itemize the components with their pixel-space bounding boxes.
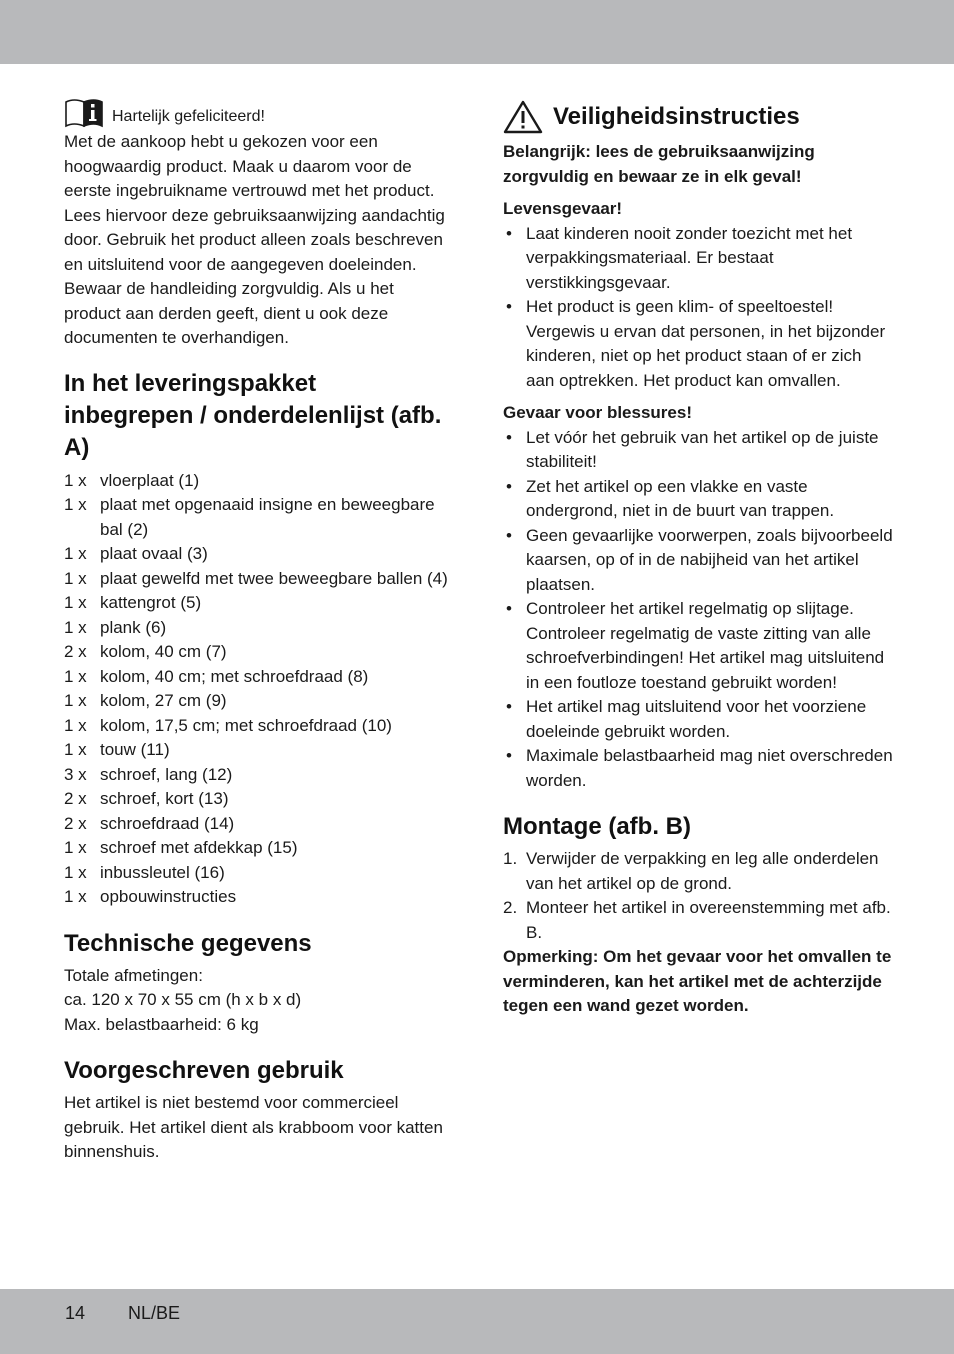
part-description: schroef, lang (12) xyxy=(100,764,233,784)
part-description: vloerplaat (1) xyxy=(100,470,200,490)
parts-list-item xyxy=(64,885,448,910)
part-quantity: 1 x xyxy=(64,862,87,882)
right-column xyxy=(503,96,893,1019)
technical-line: ca. 120 x 70 x 55 cm (h x b x d) xyxy=(64,990,302,1009)
parts-list-item xyxy=(64,738,448,763)
part-description: inbussleutel (16) xyxy=(100,862,225,882)
locale-label: NL/BE xyxy=(128,1303,181,1323)
parts-list-item xyxy=(64,861,448,886)
delivery-heading: In het leveringspakket inbegrepen / onderdelenlijst (afb. A) xyxy=(64,369,442,461)
parts-list-item xyxy=(64,567,448,592)
assembly-step xyxy=(503,847,893,896)
step-number: 2. xyxy=(503,898,518,917)
assembly-note: Opmerking: Om het gevaar voor het omvallen te verminderen, kan het artikel met de achterzijde tegen een wand gezet worden. xyxy=(503,947,892,1015)
part-quantity: 2 x xyxy=(64,789,87,808)
part-description: kolom, 40 cm; met schroefdraad (8) xyxy=(100,666,369,686)
safety-heading: Veiligheidsinstructies xyxy=(553,103,800,130)
part-quantity: 1 x xyxy=(64,617,87,637)
injury-item: • Het artikel mag uitsluitend voor het voorziene doeleinde gebruikt worden. xyxy=(503,695,893,744)
part-quantity: 3 x xyxy=(64,764,87,784)
part-description: kolom, 27 cm (9) xyxy=(100,691,227,710)
step-text: Verwijder de verpakking en leg alle onderdelen van het artikel op de grond. xyxy=(526,849,879,893)
parts-list xyxy=(64,469,448,910)
injury-item: • Controleer het artikel regelmatig op slijtage. Controleer regelmatig de vaste zitting van alle schroefverbindingen! Het artikel mag uitsluitend in een foutloze toestand gebruikt worden! xyxy=(503,597,893,695)
part-description: kolom, 40 cm (7) xyxy=(100,642,227,661)
life-danger-heading: Levensgevaar! xyxy=(503,199,623,218)
injury-item: • Zet het artikel op een vlakke en vaste ondergrond, niet in de buurt van trappen. xyxy=(503,475,893,524)
parts-list-item xyxy=(64,787,448,812)
part-quantity: 2 x xyxy=(64,813,87,833)
part-quantity: 1 x xyxy=(64,887,87,906)
technical-line: Totale afmetingen: xyxy=(64,965,203,985)
parts-list-item xyxy=(64,640,448,665)
intro-greeting: Hartelijk gefeliciteerd! xyxy=(112,108,265,125)
part-quantity: 1 x xyxy=(64,715,87,735)
page-number: 14 xyxy=(65,1303,86,1323)
parts-list-item xyxy=(64,542,448,567)
part-description: touw (11) xyxy=(100,740,170,759)
intended-use-body: Het artikel is niet bestemd voor commercieel gebruik. Het artikel dient als krabboom voor katten binnenshuis. xyxy=(64,1093,443,1161)
safety-heading-row xyxy=(503,100,893,134)
injury-list xyxy=(503,426,893,794)
part-quantity: 1 x xyxy=(64,568,87,588)
part-description: schroef, kort (13) xyxy=(100,789,229,808)
parts-list-item xyxy=(64,763,448,788)
part-description: plaat gewelfd met twee beweegbare ballen (4) xyxy=(100,568,448,588)
assembly-step xyxy=(503,896,893,945)
life-danger-list xyxy=(503,222,893,394)
parts-list-item xyxy=(64,469,448,494)
part-quantity: 1 x xyxy=(64,740,87,759)
parts-list-item xyxy=(64,665,448,690)
assembly-heading: Montage (afb. B) xyxy=(503,813,691,840)
intro-greeting-line xyxy=(64,96,448,128)
parts-list-item xyxy=(64,591,448,616)
part-description: kattengrot (5) xyxy=(100,593,202,612)
header-bar xyxy=(0,0,954,64)
technical-heading: Technische gegevens xyxy=(64,929,312,957)
info-book-icon xyxy=(64,96,104,128)
part-description: schroef met afdekkap (15) xyxy=(100,838,298,857)
parts-list-item xyxy=(64,616,448,641)
parts-list-item xyxy=(64,493,448,542)
parts-list-item xyxy=(64,812,448,837)
part-quantity: 1 x xyxy=(64,691,87,710)
life-danger-item: • Laat kinderen nooit zonder toezicht met het verpakkingsmateriaal. Er bestaat verstikkingsgevaar. xyxy=(503,222,893,296)
parts-list-item xyxy=(64,714,448,739)
part-description: plaat met opgenaaid insigne en beweegbare bal (2) xyxy=(100,495,435,539)
injury-item: • Geen gevaarlijke voorwerpen, zoals bijvoorbeeld kaarsen, op of in de nabijheid van het artikel plaatsen. xyxy=(503,524,893,598)
part-quantity: 1 x xyxy=(64,470,87,490)
part-description: kolom, 17,5 cm; met schroefdraad (10) xyxy=(100,715,392,735)
part-quantity: 1 x xyxy=(64,666,87,686)
part-quantity: 1 x xyxy=(64,544,87,563)
intro-body: Met de aankoop hebt u gekozen voor een hoogwaardig product. Maak u daarom voor de eerste ingebruikname vertrouwd met het product. Lees hiervoor deze gebruiksaanwijzing aandachtig door. Gebruik het product alleen zoals beschreven en uitsluitend voor de aangegeven doeleinden. Bewaar de handleiding zorgvuldig. Als u het product aan derden geeft, dient u ook deze documenten te overhandigen. xyxy=(64,132,445,347)
injury-heading: Gevaar voor blessures! xyxy=(503,403,692,422)
part-description: plank (6) xyxy=(100,617,167,637)
part-quantity: 2 x xyxy=(64,642,87,661)
technical-line: Max. belastbaarheid: 6 kg xyxy=(64,1014,259,1034)
part-quantity: 1 x xyxy=(64,838,87,857)
part-quantity: 1 x xyxy=(64,495,87,514)
parts-list-item xyxy=(64,689,448,714)
part-description: schroefdraad (14) xyxy=(100,813,235,833)
step-text: Monteer het artikel in overeenstemming met afb. B. xyxy=(526,898,891,942)
part-description: plaat ovaal (3) xyxy=(100,544,208,563)
step-number: 1. xyxy=(503,849,518,868)
parts-list-item xyxy=(64,836,448,861)
warning-triangle-icon xyxy=(503,100,543,134)
intended-use-heading: Voorgeschreven gebruik xyxy=(64,1057,344,1084)
life-danger-item: • Het product is geen klim- of speeltoestel! Vergewis u ervan dat personen, in het bijzonder kinderen, niet op het product staan of er zich aan optrekken. Het product kan omvallen. xyxy=(503,295,893,393)
part-description: opbouwinstructies xyxy=(100,887,237,906)
safety-important: Belangrijk: lees de gebruiksaanwijzing zorgvuldig en bewaar ze in elk geval! xyxy=(503,142,815,186)
left-column xyxy=(64,96,448,1165)
part-quantity: 1 x xyxy=(64,593,87,612)
assembly-steps xyxy=(503,847,893,945)
injury-item: • Maximale belastbaarheid mag niet overschreden worden. xyxy=(503,744,893,793)
injury-item: • Let vóór het gebruik van het artikel op de juiste stabiliteit! xyxy=(503,426,893,475)
